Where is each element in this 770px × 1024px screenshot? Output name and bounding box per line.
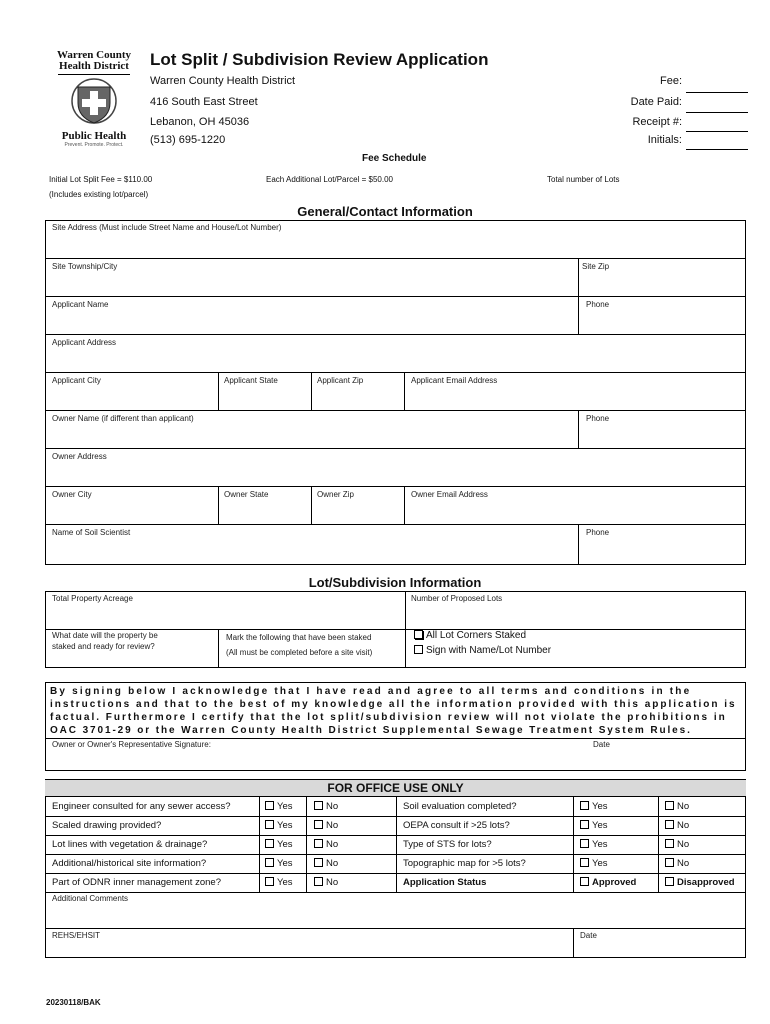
checkbox-icon	[665, 858, 674, 867]
org-phone: (513) 695-1220	[150, 134, 226, 146]
site-township-field[interactable]: Site Township/City	[52, 262, 118, 271]
general-section-title: General/Contact Information	[297, 204, 473, 219]
yes-checkbox[interactable]	[265, 801, 293, 812]
corners-staked-label: All Lot Corners Staked	[426, 630, 527, 641]
checkbox-icon	[665, 820, 674, 829]
sign-posted-checkbox[interactable]	[414, 645, 551, 656]
office-application-status: Application Status	[403, 877, 487, 888]
sign-posted-label: Sign with Name/Lot Number	[426, 645, 552, 656]
checkbox-icon	[580, 877, 589, 886]
page-title: Lot Split / Subdivision Review Application	[150, 50, 489, 69]
signature-date-field[interactable]: Date	[593, 740, 610, 749]
no-checkbox[interactable]	[314, 801, 338, 812]
logo	[44, 50, 144, 150]
no-checkbox[interactable]	[665, 820, 689, 831]
logo-line2: Health District	[58, 61, 130, 75]
applicant-phone-field[interactable]: Phone	[586, 300, 610, 309]
no-checkbox[interactable]	[665, 858, 689, 869]
yes-checkbox[interactable]	[265, 877, 293, 888]
checkbox-icon	[580, 820, 589, 829]
office-use-title: FOR OFFICE USE ONLY	[45, 780, 746, 796]
applicant-name-field[interactable]: Applicant Name	[52, 300, 109, 309]
proposed-lots-field[interactable]: Number of Proposed Lots	[411, 594, 503, 603]
declaration-text-2: instructions and that to the best of my knowledge all the information provided with this application is	[50, 699, 737, 710]
office-q-odnr: Part of ODNR inner management zone?	[52, 877, 221, 888]
checkbox-icon	[265, 820, 274, 829]
site-zip-field[interactable]: Site Zip	[582, 262, 610, 271]
no-label: No	[326, 820, 339, 831]
soil-scientist-phone-field[interactable]: Phone	[586, 528, 610, 537]
approved-label: Approved	[592, 877, 637, 888]
yes-checkbox[interactable]	[265, 858, 293, 869]
yes-checkbox[interactable]	[265, 839, 293, 850]
lot-section-title: Lot/Subdivision Information	[308, 575, 482, 590]
no-label: No	[326, 801, 339, 812]
checkbox-icon	[580, 858, 589, 867]
additional-comments-field[interactable]: Additional Comments	[52, 894, 129, 903]
checkbox-icon	[314, 877, 323, 886]
yes-label: Yes	[592, 801, 608, 812]
office-q-topo: Topographic map for >5 lots?	[403, 858, 526, 869]
owner-name-field[interactable]: Owner Name (if different than applicant)	[52, 414, 194, 423]
no-label: No	[326, 877, 339, 888]
no-label: No	[677, 801, 690, 812]
yes-label: Yes	[277, 839, 293, 850]
no-label: No	[326, 858, 339, 869]
no-checkbox[interactable]	[314, 877, 338, 888]
checkbox-icon	[265, 801, 274, 810]
checkbox-icon	[314, 839, 323, 848]
no-checkbox[interactable]	[665, 801, 689, 812]
disapproved-label: Disapproved	[677, 877, 735, 888]
owner-zip-field[interactable]: Owner Zip	[317, 490, 354, 499]
office-q-historical: Additional/historical site information?	[52, 858, 207, 869]
checkbox-icon	[665, 801, 674, 810]
signature-field[interactable]: Owner or Owner's Representative Signature:	[52, 740, 211, 749]
no-checkbox[interactable]	[314, 858, 338, 869]
yes-label: Yes	[592, 820, 608, 831]
fee-includes: (Includes existing lot/parcel)	[49, 190, 149, 199]
declaration-text-1: By signing below I acknowledge that I have read and agree to all terms and conditions in the	[50, 686, 692, 697]
disapproved-checkbox[interactable]	[665, 877, 735, 888]
no-checkbox[interactable]	[314, 839, 338, 850]
yes-label: Yes	[277, 858, 293, 869]
fee-label: Fee:	[659, 75, 682, 87]
owner-city-field[interactable]: Owner City	[52, 490, 92, 499]
office-q-engineer: Engineer consulted for any sewer access?	[52, 801, 231, 812]
yes-label: Yes	[277, 801, 293, 812]
applicant-zip-field[interactable]: Applicant Zip	[317, 376, 364, 385]
fee-total-lots: Total number of Lots	[547, 175, 620, 184]
fee-additional: Each Additional Lot/Parcel = $50.00	[266, 175, 393, 184]
general-contact-table	[45, 220, 746, 565]
yes-checkbox[interactable]	[580, 820, 608, 831]
rehs-field[interactable]: REHS/EHSIT	[52, 931, 101, 940]
applicant-email-field[interactable]: Applicant Email Address	[411, 376, 498, 385]
fee-initial: Initial Lot Split Fee = $110.00	[49, 175, 153, 184]
checkbox-icon	[414, 645, 423, 654]
shield-cross-icon	[44, 77, 144, 127]
logo-tagline: Prevent. Promote. Protect.	[64, 142, 124, 148]
yes-label: Yes	[277, 820, 293, 831]
checkbox-icon	[580, 801, 589, 810]
checkbox-icon	[665, 877, 674, 886]
stake-date-q1: What date will the property be	[52, 631, 158, 640]
yes-checkbox[interactable]	[265, 820, 293, 831]
org-city: Lebanon, OH 45036	[150, 116, 250, 128]
yes-label: Yes	[277, 877, 293, 888]
office-q-soil: Soil evaluation completed?	[403, 801, 517, 812]
soil-scientist-field[interactable]: Name of Soil Scientist	[52, 528, 131, 537]
initials-label: Initials:	[647, 134, 682, 146]
fee-field[interactable]	[686, 92, 748, 93]
yes-checkbox[interactable]	[580, 858, 608, 869]
logo-line1: Warren County	[56, 49, 132, 61]
date-paid-label: Date Paid:	[630, 96, 682, 108]
initials-field[interactable]	[686, 149, 748, 150]
applicant-address-field[interactable]: Applicant Address	[52, 338, 117, 347]
footer-code: 20230118/BAK	[46, 998, 101, 1007]
declaration-text-3: factual. Furthermore I certify that the lot split/subdivision review will not violate the prohibitions in	[50, 712, 727, 723]
no-checkbox[interactable]	[665, 839, 689, 850]
checkbox-icon	[265, 839, 274, 848]
no-checkbox[interactable]	[314, 820, 338, 831]
office-q-scaled: Scaled drawing provided?	[52, 820, 162, 831]
approved-checkbox[interactable]	[580, 877, 636, 888]
declaration-text-4: OAC 3701-29 or the Warren County Health District Supplemental Sewage Treatment System Rules.	[50, 725, 692, 736]
no-label: No	[677, 858, 690, 869]
no-label: No	[677, 820, 690, 831]
stake-date-q2: staked and ready for review?	[52, 642, 155, 651]
acreage-field[interactable]: Total Property Acreage	[52, 594, 133, 603]
corners-staked-checkbox[interactable]	[414, 630, 526, 641]
checkbox-icon	[314, 801, 323, 810]
org-name: Warren County Health District	[150, 75, 296, 87]
yes-checkbox[interactable]	[580, 801, 608, 812]
yes-label: Yes	[592, 858, 608, 869]
applicant-state-field[interactable]: Applicant State	[224, 376, 278, 385]
org-street: 416 South East Street	[150, 96, 258, 108]
checkbox-icon	[314, 858, 323, 867]
office-q-sts: Type of STS for lots?	[403, 839, 492, 850]
date-paid-field[interactable]	[686, 112, 748, 113]
no-label: No	[677, 839, 690, 850]
owner-phone-field[interactable]: Phone	[586, 414, 610, 423]
receipt-field[interactable]	[686, 131, 748, 132]
mark-instruction-1: Mark the following that have been staked	[226, 633, 372, 642]
receipt-label: Receipt #:	[632, 116, 682, 128]
fee-schedule-title: Fee Schedule	[362, 153, 427, 164]
owner-state-field[interactable]: Owner State	[224, 490, 269, 499]
yes-checkbox[interactable]	[580, 839, 608, 850]
office-q-lotlines: Lot lines with vegetation & drainage?	[52, 839, 208, 850]
yes-label: Yes	[592, 839, 608, 850]
owner-email-field[interactable]: Owner Email Address	[411, 490, 488, 499]
checkbox-icon	[414, 630, 423, 639]
checkbox-icon	[580, 839, 589, 848]
office-q-oepa: OEPA consult if >25 lots?	[403, 820, 510, 831]
checkbox-icon	[314, 820, 323, 829]
applicant-city-field[interactable]: Applicant City	[52, 376, 101, 385]
checkbox-icon	[665, 839, 674, 848]
office-date-field[interactable]: Date	[580, 931, 597, 940]
owner-address-field[interactable]: Owner Address	[52, 452, 107, 461]
site-address-field[interactable]: Site Address (Must include Street Name and House/Lot Number)	[52, 223, 282, 232]
checkbox-icon	[265, 877, 274, 886]
logo-ph: Public Health	[61, 130, 127, 142]
checkbox-icon	[265, 858, 274, 867]
no-label: No	[326, 839, 339, 850]
mark-instruction-2: (All must be completed before a site visit)	[226, 648, 373, 657]
